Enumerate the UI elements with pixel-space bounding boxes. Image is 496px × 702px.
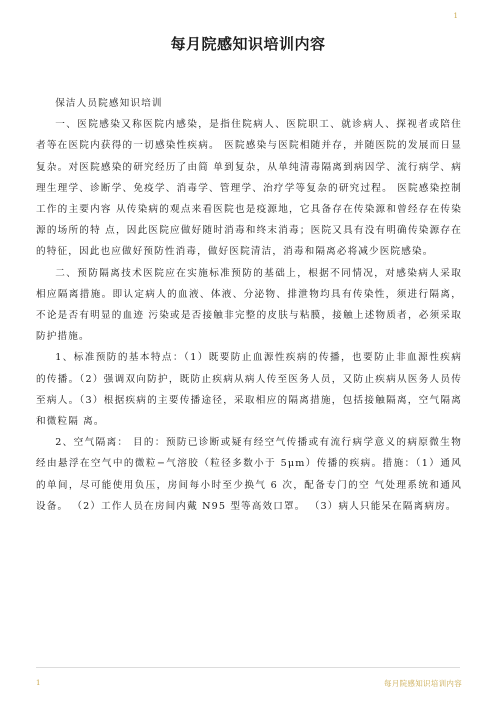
- paragraph-standard-precaution: 1、标准预防的基本特点：（1）既要防止血源性疾病的传播，也要防止非血源性疾病的传播。（2）强调双向防护，既防止疾病从病人传至医务人员，又防止疾病从医务人员传至病人。（3）根据疾病的主要传播途径，采取相应的隔离措施，包括接触隔离，空气隔离和微粒隔 离。: [36, 352, 462, 428]
- paragraph-airborne-isolation: 2、空气隔离： 目的：预防已诊断或疑有经空气传播或有流行病学意义的病原微生物经由悬浮在空气中的微粒−气溶胶（粒径多数小于 5μm）传播的疾病。措施：（1）通风的单间，尽可能使用负压，房间每小时至少换气 6 次，配备专门的空 气处理系统和通风设备。 （2）工作人员在房间内戴 N95 型等高效口罩。 （3）病人只能呆在隔离病房。: [36, 437, 462, 512]
- header-page-number: 1: [453, 12, 458, 20]
- paragraph-isolation-technique: 二、预防隔离技术医院应在实施标准预防的基础上，根据不同情况，对感染病人采取相应隔离措施。即认定病人的血液、体液、分泌物、排泄物均具有传染性，须进行隔离，不论是否有明显的血迹 污染或是否接触非完整的皮肤与粘膜，接触上述物质者，必须采取防护措施。: [36, 267, 462, 343]
- paragraph-infection-definition: 一、医院感染又称医院内感染，是指住院病人、医院职工、就诊病人、探视者或陪住者等在医院内获得的一切感染性疾病。 医院感染与医院相随并存，并随医院的发展而日显复杂。对医院感染的研究经历了由简 单到复杂，从单纯清毒隔离到病因学、流行病学、病理生理学、诊断学、免疫学、消毒学、管理学、治疗学等复杂的研究过程。 医院感染控制工作的主要内容 从传染病的观点来看医院也是疫源地，它具备存在传染源和曾经存在传染源的场所的特 点，因此医院应做好随时消毒和终末消毒；医院又具有没有明确传染源存在的特征，因此也应做好预防性消毒，做好医院清洁，消毒和隔离必将减少医院感染。: [36, 119, 462, 258]
- document-body: [36, 93, 462, 517]
- section-heading: 保洁人员院感知识培训: [55, 98, 163, 109]
- footer-page-number: 1: [36, 679, 41, 687]
- document-title: 每月院感知识培训内容: [170, 35, 326, 53]
- footer-divider: [36, 667, 460, 668]
- footer-title: 每月院感知识培训内容: [384, 679, 462, 688]
